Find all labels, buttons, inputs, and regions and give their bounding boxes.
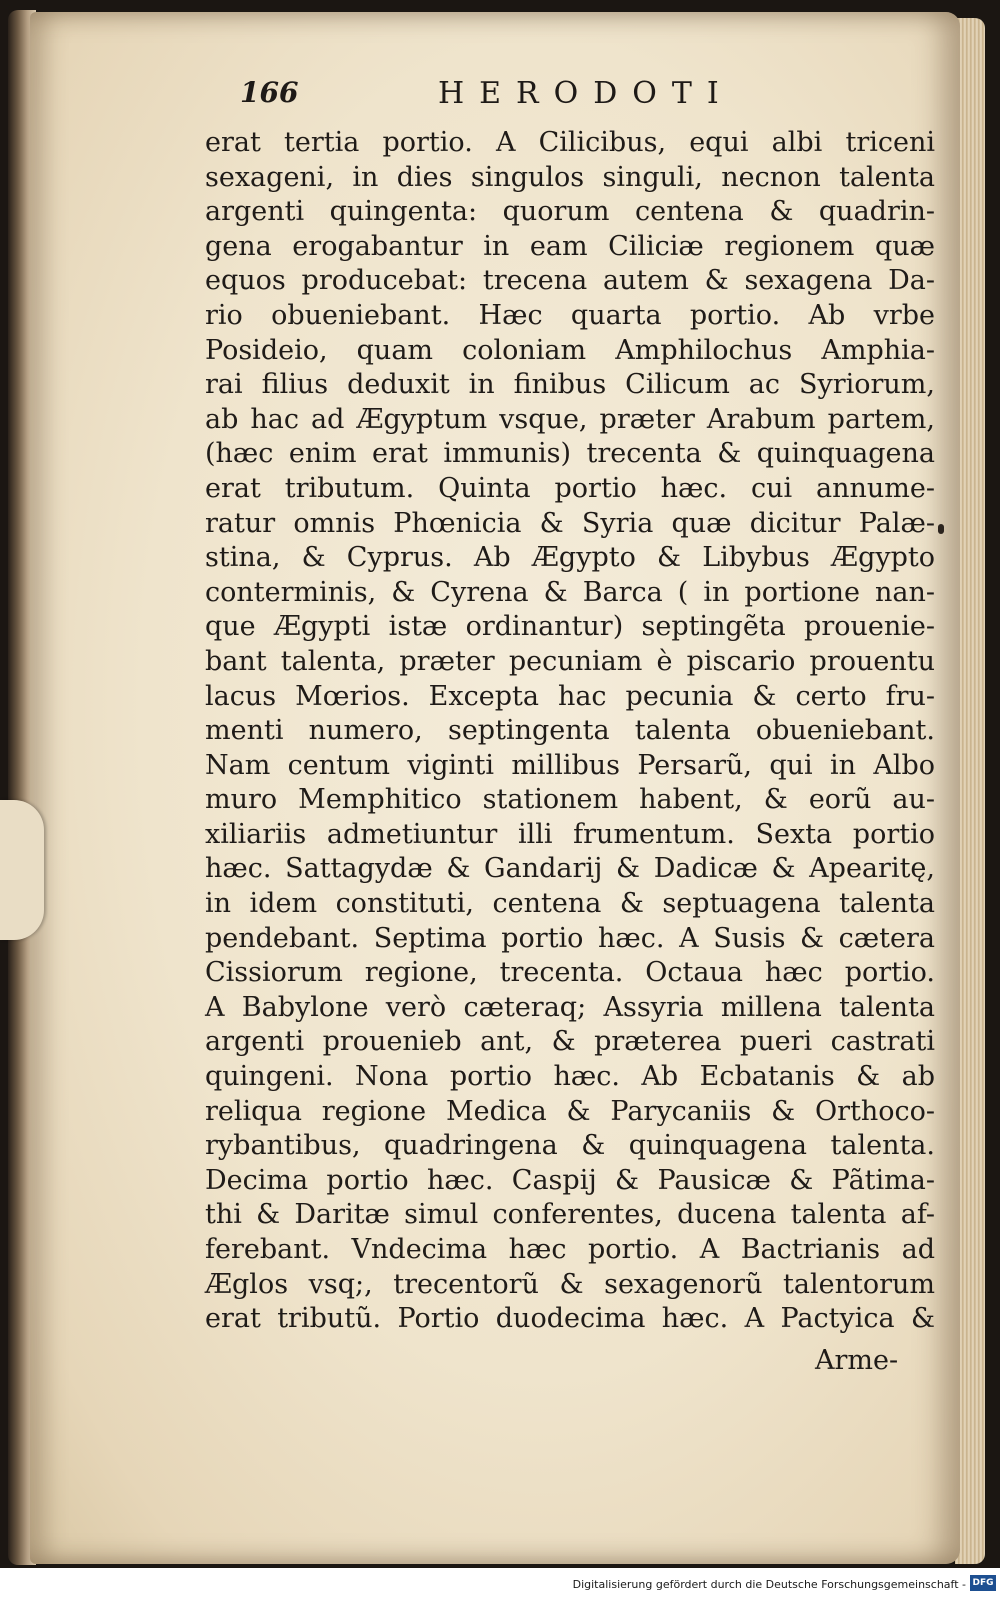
text-line: lacus Mœrios. Excepta hac pecunia & certo fru-: [205, 680, 935, 712]
text-line: argenti quingenta: quorum centena & quadrin-: [205, 196, 935, 228]
text-line: Nam centum viginti millibus Persarũ, qui in Albo: [205, 749, 935, 781]
page-number: 166: [240, 76, 299, 109]
text-line: (hæc enim erat immunis) trecenta & quinquagena: [205, 438, 935, 470]
text-line: muro Memphitico stationem habent, & eorũ au-: [205, 784, 935, 816]
text-line: hæc. Sattagydæ & Gandarij & Dadicæ & Apearitę,: [205, 853, 935, 885]
text-line: conterminis, & Cyrena & Barca ( in portione nan-: [205, 576, 935, 608]
text-line: A Babylone verò cæteraq; Assyria millena talenta: [205, 991, 935, 1023]
text-line: rai filius deduxit in finibus Cilicum ac Syriorum,: [205, 369, 935, 401]
text-line: Cissiorum regione, trecenta. Octaua hæc portio.: [205, 957, 935, 989]
text-line: ferebant. Vndecima hæc portio. A Bactrianis ad: [205, 1234, 935, 1265]
text-line: sexageni, in dies singulos singuli, necnon talenta: [205, 161, 935, 193]
text-line: Posideio, quam coloniam Amphilochus Amphia-: [205, 334, 935, 366]
text-line: in idem constituti, centena & septuagena talenta: [205, 888, 935, 920]
text-line: rybantibus, quadringena & quinquagena talenta.: [205, 1130, 935, 1162]
text-line: thi & Daritæ simul conferentes, ducena talenta af-: [205, 1199, 935, 1231]
text-line: ab hac ad Ægyptum vsque, præter Arabum partem,: [205, 403, 935, 435]
catchword: Arme-: [815, 1345, 899, 1376]
page-header: [240, 76, 800, 116]
text-line: quingeni. Nona portio hæc. Ab Ecbatanis & ab: [205, 1061, 935, 1093]
running-title: HERODOTI: [438, 76, 734, 111]
text-line: xiliariis admetiuntur illi frumentum. Sexta portio: [205, 818, 935, 850]
text-line: que Ægypti istæ ordinantur) septingẽta prouenie-: [205, 611, 935, 643]
body-text: [205, 126, 935, 1337]
margin-mark: [938, 524, 944, 534]
text-line: ratur omnis Phœnicia & Syria quæ dicitur Palæ-: [205, 507, 935, 539]
text-line: rio obueniebant. Hæc quarta portio. Ab vrbe: [205, 299, 935, 331]
text-line: menti numero, septingenta talenta obueniebant.: [205, 715, 935, 747]
text-line: gena erogabantur in eam Ciliciæ regionem quæ: [205, 230, 935, 262]
text-line: erat tertia portio. A Cilicibus, equi albi triceni: [205, 127, 935, 158]
page-tab-mark: [0, 800, 44, 940]
text-line: erat tributum. Quinta portio hæc. cui annume-: [205, 472, 935, 504]
text-line: reliqua regione Medica & Parycaniis & Orthoco-: [205, 1095, 935, 1127]
text-line: Decima portio hæc. Caspij & Pausicæ & Pãtima-: [205, 1164, 935, 1196]
text-line: bant talenta, præter pecuniam è piscario prouentu: [205, 645, 935, 677]
footer-bar: [0, 1568, 1000, 1612]
text-line: Æglos vsq;, trecentorũ & sexagenorũ talentorum: [205, 1268, 935, 1300]
text-line: stina, & Cyprus. Ab Ægypto & Libybus Ægypto: [205, 542, 935, 574]
digitization-credit: Digitalisierung gefördert durch die Deutsche Forschungsgemeinschaft -: [572, 1578, 966, 1591]
dfg-logo: DFG: [970, 1575, 996, 1591]
text-line: equos producebat: trecena autem & sexagena Da-: [205, 265, 935, 297]
text-line: argenti prouenieb ant, & præterea pueri castrati: [205, 1026, 935, 1058]
text-line: pendebant. Septima portio hæc. A Susis & cætera: [205, 922, 935, 954]
text-line: erat tributũ. Portio duodecima hæc. A Pactyica &: [205, 1303, 935, 1335]
